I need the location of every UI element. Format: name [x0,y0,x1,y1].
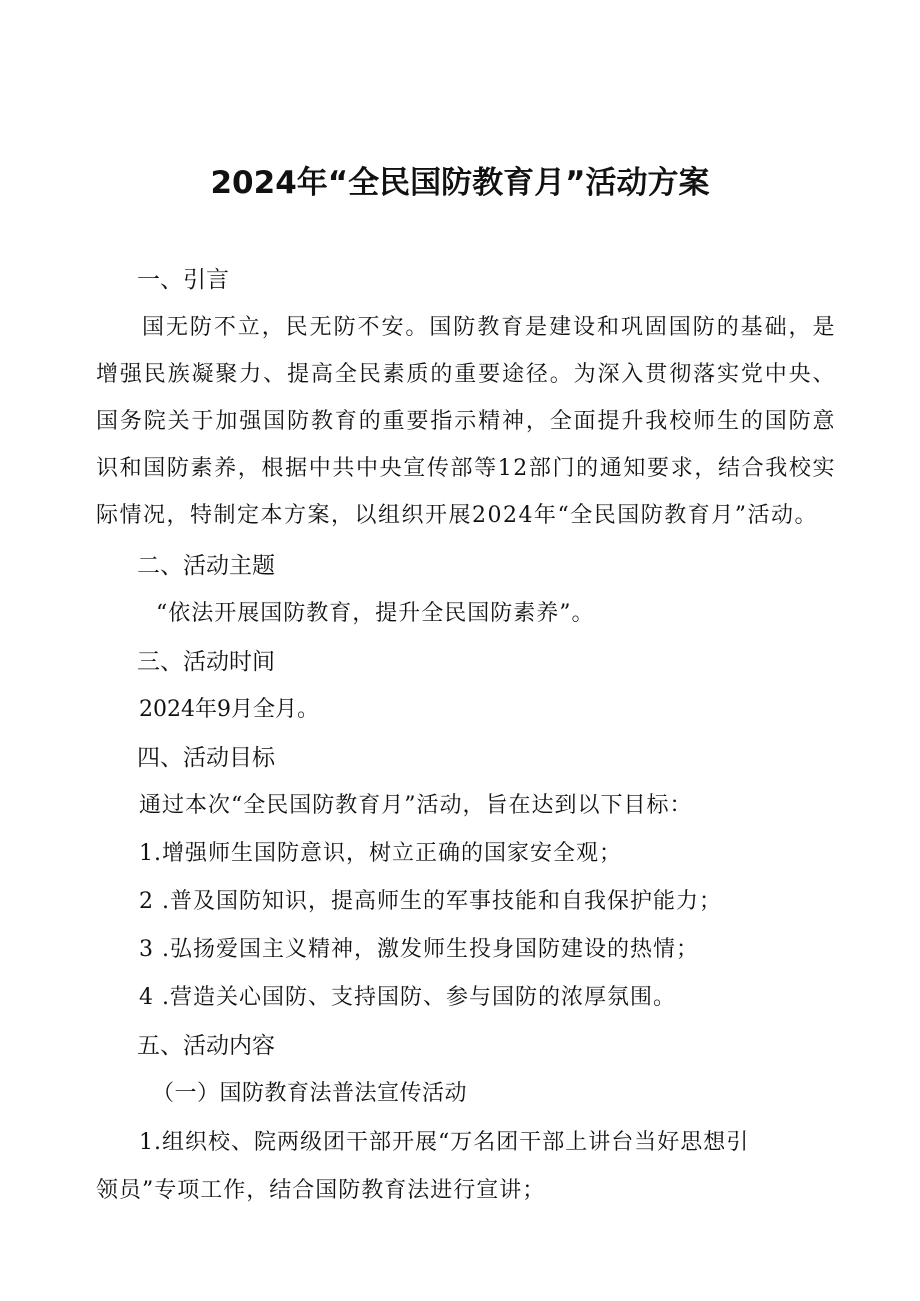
content-item-line: 领员”专项工作，结合国防教育法进行宣讲； [96,1178,546,1203]
intro-paragraph: 国无防不立，民无防不安。国防教育是建设和巩固国防的基础，是增强民族凝聚力、提高全民素质的重要途径。为深入贯彻落实党中央、国务院关于加强国防教育的重要指示精神，全面提升我校师生的国防意识和国防素养，根据中共中央宣传部等12部门的通知要求，结合我校实际情况，特制定本方案，以组织开展2024年“全民国防教育月”活动。 [96,315,836,528]
content-subheading: （一）国防教育法普法宣传活动 [152,1081,468,1106]
document-title: 2024年“全民国防教育月”活动方案 [210,165,710,201]
section-heading-time: 三、活动时间 [137,649,275,675]
goals-intro: 通过本次“全民国防教育月”活动，旨在达到以下目标： [139,793,693,818]
section-heading-goals: 四、活动目标 [137,745,275,771]
goal-item: 4 .营造关心国防、支持国防、参与国防的浓厚氛围。 [139,985,676,1010]
theme-text: “依法开展国防教育，提升全民国防素养”。 [156,601,595,626]
goal-item: 1.增强师生国防意识，树立正确的国家安全观； [139,841,622,866]
goal-item: 3 .弘扬爱国主义精神，激发师生投身国防建设的热情； [139,937,699,962]
content-item-line: 1.组织校、院两级团干部开展“万名团干部上讲台当好思想引 [139,1130,750,1155]
section-heading-content: 五、活动内容 [137,1033,275,1059]
time-text: 2024年9月全月。 [139,697,319,722]
section-heading-intro: 一、引言 [137,267,229,293]
goal-item: 2 .普及国防知识，提高师生的军事技能和自我保护能力； [139,889,722,914]
section-heading-theme: 二、活动主题 [137,553,275,579]
